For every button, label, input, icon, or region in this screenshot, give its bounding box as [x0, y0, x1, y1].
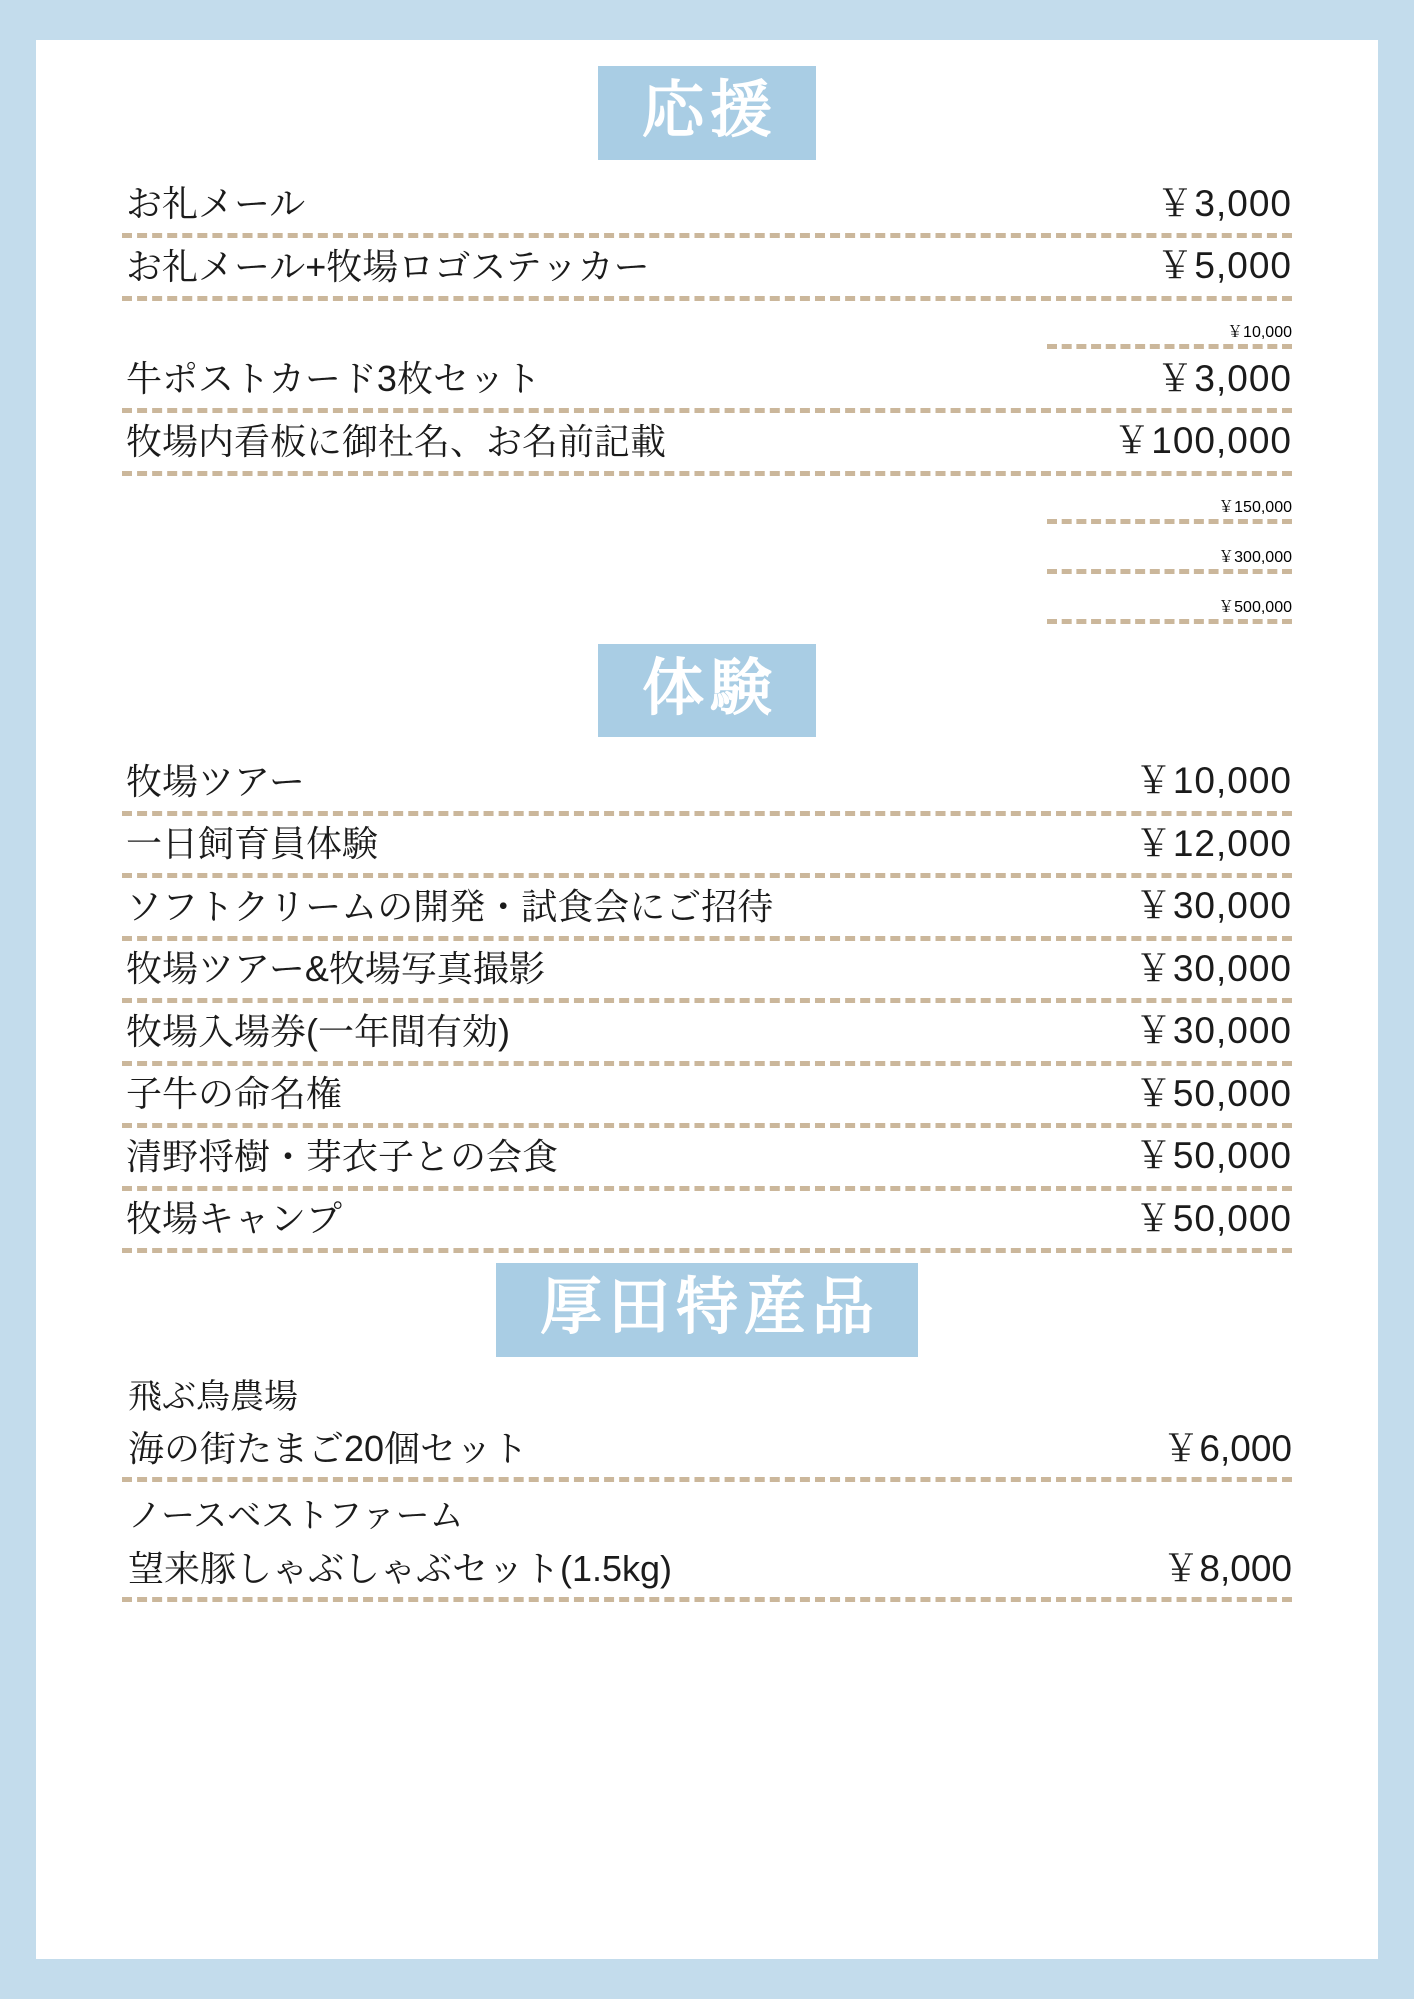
reward-price: ￥50,000: [1134, 1072, 1292, 1114]
section-body-specialty: [72, 1373, 1342, 1603]
reward-price: ￥50,000: [1134, 1197, 1292, 1239]
table-row: [122, 941, 1292, 1004]
reward-label: 牛ポストカード3枚セット: [126, 358, 541, 399]
reward-label: 一日飼育員体験: [126, 823, 379, 864]
list-item: [122, 1373, 1292, 1483]
list-item: [122, 1492, 1292, 1602]
section-body-experience: [72, 753, 1342, 1253]
reward-price: ￥3,000: [1156, 357, 1292, 399]
reward-price: ￥300,000: [1047, 544, 1292, 574]
reward-price: ￥10,000: [1047, 319, 1292, 349]
table-row: [122, 476, 1292, 526]
section-heading-experience: [72, 644, 1342, 738]
reward-price: ￥12,000: [1134, 822, 1292, 864]
reward-price: ￥500,000: [1047, 594, 1292, 624]
reward-label: 牧場入場券(一年間有効): [126, 1010, 510, 1052]
reward-label: 望来豚しゃぶしゃぶセット(1.5kg): [128, 1548, 673, 1590]
reward-price: ￥50,000: [1134, 1135, 1292, 1176]
table-row: [122, 238, 1292, 301]
reward-price: ￥30,000: [1134, 1010, 1292, 1051]
section-heading-support: [72, 66, 1342, 160]
reward-price: ￥30,000: [1134, 947, 1292, 989]
table-row: [122, 351, 1292, 414]
reward-price: ￥150,000: [1047, 494, 1292, 524]
table-row: [122, 816, 1292, 879]
reward-label: 海の街たまご20個セット: [128, 1428, 529, 1470]
reward-label: 牧場内看板に御社名、お名前記載: [126, 420, 667, 462]
vendor-name: 飛ぶ鳥農場: [128, 1377, 298, 1416]
reward-price: ￥5,000: [1156, 245, 1292, 286]
table-row: [122, 576, 1292, 626]
reward-label: 牧場ツアー&牧場写真撮影: [126, 948, 545, 989]
table-row: [122, 1003, 1292, 1066]
reward-price: ￥10,000: [1134, 760, 1292, 801]
table-row: [122, 176, 1292, 239]
table-row: [122, 753, 1292, 816]
section-body-support: [72, 176, 1342, 626]
reward-label: 子牛の命名権: [126, 1073, 343, 1114]
reward-label: お礼メール+牧場ロゴステッカー: [126, 245, 650, 287]
document-sheet: [36, 40, 1378, 1959]
section-title-support: 応援: [598, 66, 816, 160]
reward-label: お礼メール: [126, 183, 306, 224]
reward-label: 清野将樹・芽衣子との会食: [126, 1135, 559, 1177]
section-title-specialty: 厚田特産品: [496, 1263, 918, 1357]
table-row: [122, 301, 1292, 351]
reward-price: ￥100,000: [1113, 420, 1292, 461]
table-row: [122, 1128, 1292, 1191]
reward-price: ￥30,000: [1134, 885, 1292, 926]
section-title-experience: 体験: [598, 644, 816, 738]
table-row: [122, 878, 1292, 941]
reward-label: 牧場キャンプ: [126, 1198, 343, 1239]
table-row: [122, 1066, 1292, 1129]
table-row: [122, 526, 1292, 576]
reward-label: ソフトクリームの開発・試食会にご招待: [126, 885, 774, 927]
reward-price: ￥3,000: [1156, 182, 1292, 224]
reward-label: 牧場ツアー: [126, 760, 305, 802]
section-heading-specialty: [72, 1263, 1342, 1357]
reward-price: ￥6,000: [1162, 1427, 1292, 1469]
table-row: [122, 413, 1292, 476]
reward-price: ￥8,000: [1162, 1547, 1292, 1589]
table-row: [122, 1191, 1292, 1254]
vendor-name: ノースベストファーム: [128, 1497, 464, 1536]
